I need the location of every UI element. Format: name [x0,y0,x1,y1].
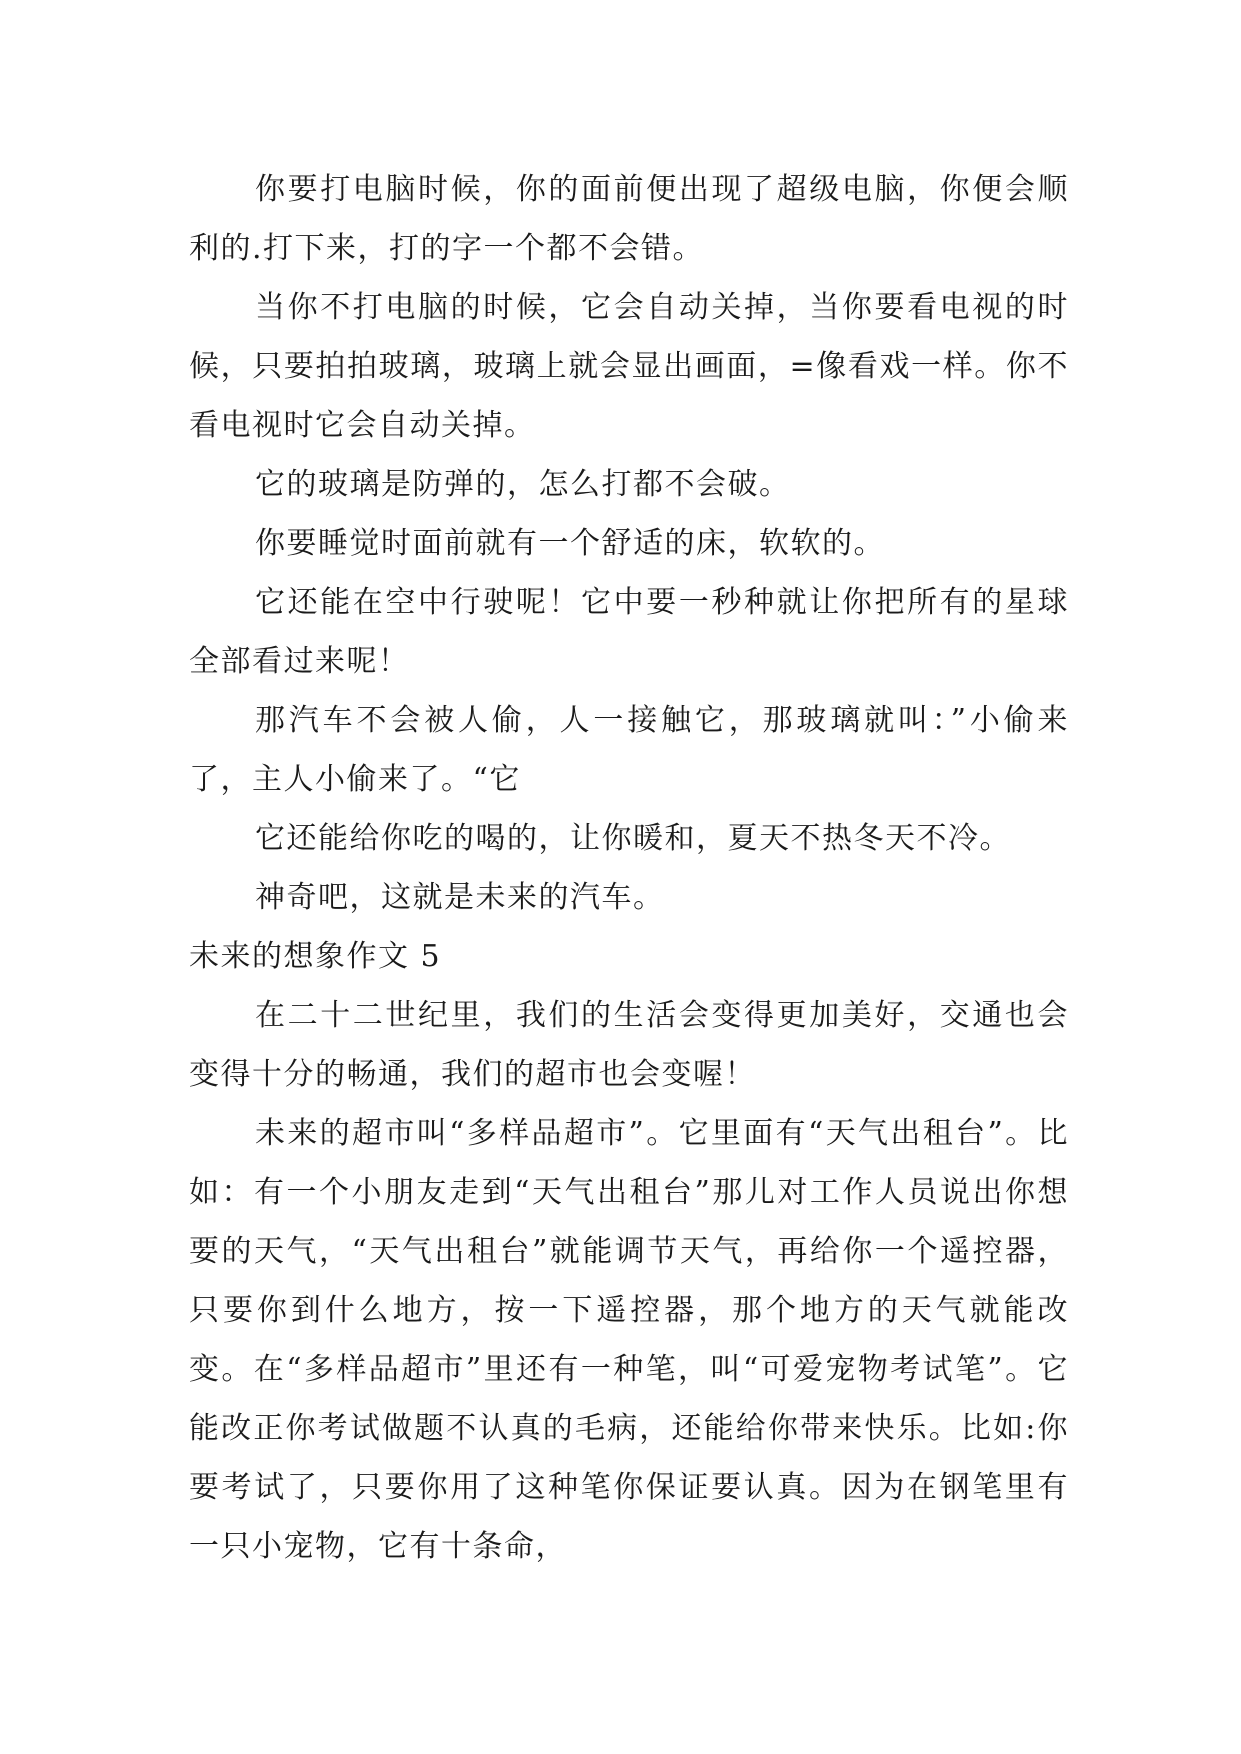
paragraph-2: 当你不打电脑的时候，它会自动关掉，当你要看电视的时候，只要拍拍玻璃，玻璃上就会显出画面，=像看戏一样。你不看电视时它会自动关掉。 [189,290,1069,443]
paragraph-1: 你要打电脑时候，你的面前便出现了超级电脑，你便会顺利的.打下来，打的字一个都不会错。 [189,172,1069,266]
paragraph-7: 它还能给你吃的喝的，让你暖和，夏天不热冬天不冷。 [255,821,1011,856]
paragraph-5: 它还能在空中行驶呢！它中要一秒种就让你把所有的星球全部看过来呢！ [189,585,1069,679]
section-title: 未来的想象作文 5 [189,939,442,974]
document-body [189,160,1069,1576]
paragraph-4: 你要睡觉时面前就有一个舒适的床，软软的。 [255,526,885,561]
section-paragraph-1: 在二十二世纪里，我们的生活会变得更加美好，交通也会变得十分的畅通，我们的超市也会变喔！ [189,998,1069,1092]
section-paragraph-2: 未来的超市叫“多样品超市”。它里面有“天气出租台”。比如：有一个小朋友走到“天气出租台”那儿对工作人员说出你想要的天气，“天气出租台”就能调节天气，再给你一个遥控器，只要你到什么地方，按一下遥控器，那个地方的天气就能改变。在“多样品超市”里还有一种笔，叫“可爱宠物考试笔”。它能改正你考试做题不认真的毛病，还能给你带来快乐。比如:你要考试了，只要你用了这种笔你保证要认真。因为在钢笔里有一只小宠物，它有十条命， [189,1116,1069,1564]
paragraph-6: 那汽车不会被人偷，人一接触它，那玻璃就叫：”小偷来了，主人小偷来了。“它 [189,703,1069,797]
paragraph-8: 神奇吧，这就是未来的汽车。 [255,880,665,915]
paragraph-3: 它的玻璃是防弹的，怎么打都不会破。 [255,467,791,502]
